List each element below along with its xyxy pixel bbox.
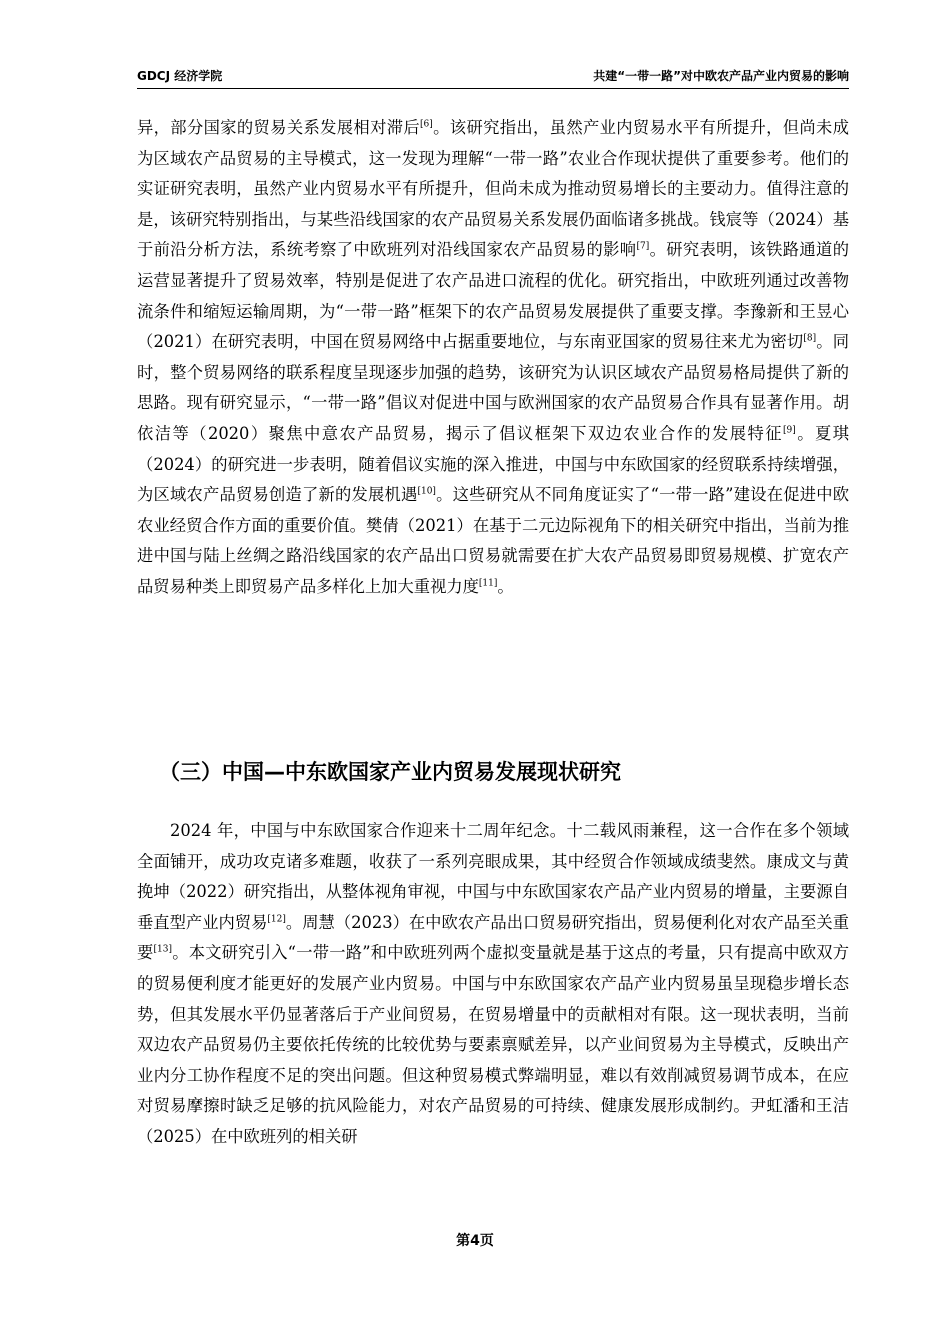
section-heading: （三）中国—中东欧国家产业内贸易发展现状研究 [159,760,621,784]
citation-6[interactable]: [6] [420,119,433,130]
header-institution: GDCJ 经济学院 [137,69,223,83]
paragraph-text: 异，部分国家的贸易关系发展相对滞后 [137,118,421,137]
paragraph-text: 。夏琪（2024）的研究进一步表明，随着倡议实施的深入推进，中国与中东欧国家的经贸联系持续增强，为区域农产品贸易创造了新的发展机遇 [137,423,849,505]
page-header [137,68,849,89]
paragraph-text: 。该研究指出，虽然产业内贸易水平有所提升，但尚未成为区域农产品贸易的主导模式，这一发现为理解“一带一路”农业合作现状提供了重要参考。他们的实证研究表明，虽然产业内贸易水平有所提升，但尚未成为推动贸易增长的主要动力。值得注意的是，该研究特别指出，与某些沿线国家的农产品贸易关系发展仍面临诸多挑战。钱宸等（2024）基于前沿分析方法，系统考察了中欧班列对沿线国家农产品贸易的影响 [137,118,849,260]
citation-8[interactable]: [8] [803,333,817,344]
paragraph-text: 。周慧（2023）在中欧农产品出口贸易研究指出，贸易便利化对农产品至关重要 [137,912,849,963]
paragraph-text: 。 [497,576,514,596]
citation-13[interactable]: [13] [153,944,172,955]
body-paragraph-2 [137,816,849,1153]
body-paragraph-1 [137,113,849,603]
header-paper-title: 共建“一带一路”对中欧农产品产业内贸易的影响 [593,69,849,83]
paragraph-text: 。研究表明，该铁路通道的运营显著提升了贸易效率，特别是促进了农产品进口流程的优化。研究指出，中欧班列通过改善物流条件和缩短运输周期，为“一带一路”框架下的农产品贸易发展提供了重要支撑。李豫新和王昱心（2021）在研究表明，中国在贸易网络中占据重要地位，与东南亚国家的贸易往来尤为密切 [137,240,849,352]
citation-10[interactable]: [10] [417,486,436,497]
page-number: 第4页 [456,1233,494,1249]
citation-12[interactable]: [12] [267,914,286,925]
paragraph-text: 。同时，整个贸易网络的联系程度呈现逐步加强的趋势，该研究为认识区域农产品贸易格局提供了新的思路。现有研究显示，“一带一路”倡议对促进中国与欧洲国家的农产品贸易合作具有显著作用。胡依洁等（2020）聚焦中意农产品贸易，揭示了倡议框架下双边农业合作的发展特征 [137,332,849,443]
citation-11[interactable]: [11] [478,578,498,589]
paragraph-text: 2024 年，中国与中东欧国家合作迎来十二周年纪念。十二载风雨兼程，这一合作在多个领域全面铺开，成功攻克诸多难题，收获了一系列亮眼成果，其中经贸合作领域成绩斐然。康成文与黄挽坤（2022）研究指出，从整体视角审视，中国与中东欧国家农产品产业内贸易的增量，主要源自垂直型产业内贸易 [137,821,849,932]
paragraph-text: 。这些研究从不同角度证实了“一带一路”建设在促进中欧农业经贸合作方面的重要价值。樊倩（2021）在基于二元边际视角下的相关研究中指出，当前为推进中国与陆上丝绸之路沿线国家的农产品出口贸易就需要在扩大农产品贸易即贸易规模、扩宽农产品贸易种类上即贸易产品多样化上加大重视力度 [137,485,849,596]
citation-7[interactable]: [7] [636,241,650,252]
citation-9[interactable]: [9] [783,425,796,436]
paragraph-text: 。本文研究引入“一带一路”和中欧班列两个虚拟变量就是基于这点的考量，只有提高中欧双方的贸易便利度才能更好的发展产业内贸易。中国与中东欧国家农产品产业内贸易虽呈现稳步增长态势，但其发展水平仍显著落后于产业间贸易，在贸易增量中的贡献相对有限。这一现状表明，当前双边农产品贸易仍主要依托传统的比较优势与要素禀赋差异，以产业间贸易为主导模式，反映出产业内分工协作程度不足的突出问题。但这种贸易模式弊端明显，难以有效削减贸易调节成本，在应对贸易摩擦时缺乏足够的抗风险能力，对农产品贸易的可持续、健康发展形成制约。尹虹潘和王洁（2025）在中欧班列的相关研 [137,943,849,1146]
